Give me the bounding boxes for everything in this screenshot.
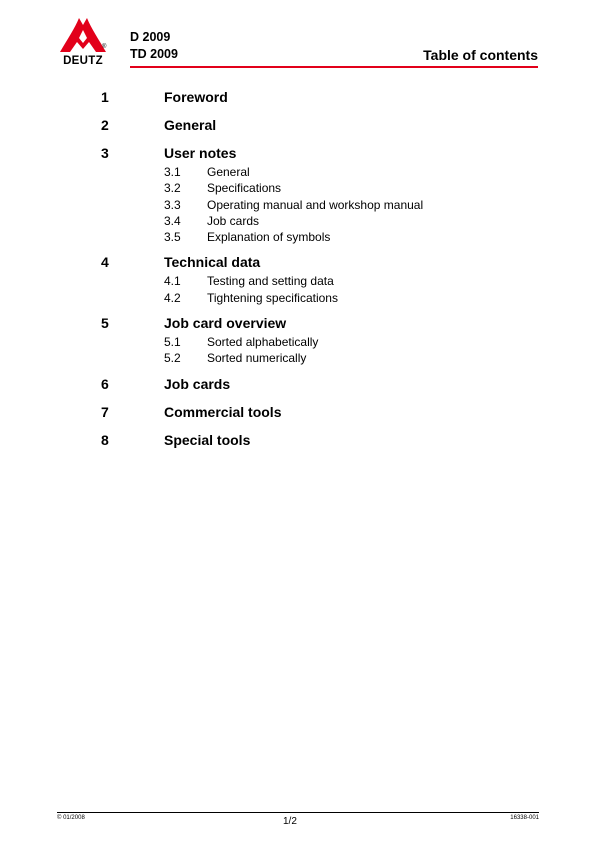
- toc-section: [0, 432, 595, 452]
- toc-subsection-number: 3.1: [164, 165, 181, 179]
- toc-section: [0, 89, 595, 109]
- toc-section: [0, 254, 595, 307]
- document-number: 16338-001: [510, 815, 539, 821]
- toc-subsection-number: 3.2: [164, 181, 181, 196]
- toc-section-row[interactable]: [0, 145, 595, 165]
- toc-section-number: 6: [101, 375, 109, 392]
- deutz-logo: [55, 16, 111, 70]
- toc-section-number: 5: [101, 315, 109, 332]
- page-number: 1/2: [283, 816, 297, 827]
- logo-wordmark: DEUTZ: [63, 55, 103, 67]
- toc-section-title: Job card overview: [164, 315, 287, 332]
- footer-copyright: © 01/2008: [57, 815, 85, 821]
- toc-section-number: 4: [101, 254, 109, 271]
- toc-section-row[interactable]: [0, 432, 595, 452]
- registered-mark: ®: [102, 44, 107, 50]
- toc-subsection-row[interactable]: [0, 335, 595, 351]
- toc-subsection-number: 4.1: [164, 274, 181, 289]
- toc-section-title: General: [164, 117, 217, 133]
- deutz-flame-icon: [55, 16, 111, 56]
- page-title: Table of contents: [423, 47, 538, 63]
- toc-subsection-row[interactable]: [0, 214, 595, 230]
- toc-subsection-title: General: [207, 165, 250, 179]
- toc-subsection-number: 3.3: [164, 197, 181, 212]
- toc-subsection-number: 3.4: [164, 213, 181, 228]
- toc-subsection-title: Tightening specifications: [207, 290, 338, 305]
- toc-section-number: 3: [101, 145, 109, 161]
- toc-section-row[interactable]: [0, 315, 595, 335]
- toc-section-number: 2: [101, 117, 109, 133]
- toc-subsection-row[interactable]: [0, 198, 595, 214]
- toc-section: [0, 117, 595, 137]
- toc-subsection-row[interactable]: [0, 274, 595, 290]
- toc-section-row[interactable]: [0, 376, 595, 396]
- toc-subsection-title: Job cards: [207, 213, 260, 228]
- toc-subsection-row[interactable]: [0, 230, 595, 246]
- toc-subsection-title: Explanation of symbols: [207, 230, 331, 245]
- table-of-contents: [0, 89, 595, 460]
- toc-section-title: Technical data: [164, 254, 261, 271]
- model-line-2: TD 2009: [130, 47, 178, 61]
- toc-subsection-number: 4.2: [164, 290, 181, 305]
- toc-subsection-row[interactable]: [0, 351, 595, 367]
- toc-subsection-number: 5.2: [164, 351, 181, 366]
- toc-section: [0, 315, 595, 368]
- toc-section-row[interactable]: [0, 117, 595, 137]
- toc-subsection-title: Testing and setting data: [207, 274, 334, 289]
- toc-section-number: 1: [101, 89, 109, 105]
- toc-section-number: 7: [101, 403, 109, 420]
- toc-subsection-title: Operating manual and workshop manual: [207, 197, 424, 212]
- toc-section-title: Commercial tools: [164, 403, 282, 420]
- toc-section: [0, 376, 595, 396]
- toc-subsection-number: 3.5: [164, 230, 181, 245]
- model-line-1: D 2009: [130, 30, 171, 44]
- toc-subsection-row[interactable]: [0, 291, 595, 307]
- toc-section: [0, 404, 595, 424]
- toc-subsection-title: Specifications: [207, 181, 282, 196]
- toc-section-title: Job cards: [164, 375, 231, 392]
- toc-subsection-number: 5.1: [164, 335, 181, 350]
- toc-subsection-row[interactable]: [0, 181, 595, 197]
- toc-section: [0, 145, 595, 246]
- toc-section-row[interactable]: [0, 254, 595, 274]
- toc-section-number: 8: [101, 431, 109, 448]
- toc-section-row[interactable]: [0, 404, 595, 424]
- footer-divider: [57, 812, 539, 813]
- toc-section-title: Foreword: [164, 89, 228, 105]
- toc-subsection-title: Sorted numerically: [207, 351, 307, 366]
- toc-section-row[interactable]: [0, 89, 595, 109]
- toc-section-title: Special tools: [164, 431, 251, 448]
- toc-section-title: User notes: [164, 145, 237, 161]
- toc-subsection-title: Sorted alphabetically: [207, 335, 319, 350]
- header-divider: [130, 66, 538, 68]
- toc-subsection-row[interactable]: [0, 165, 595, 181]
